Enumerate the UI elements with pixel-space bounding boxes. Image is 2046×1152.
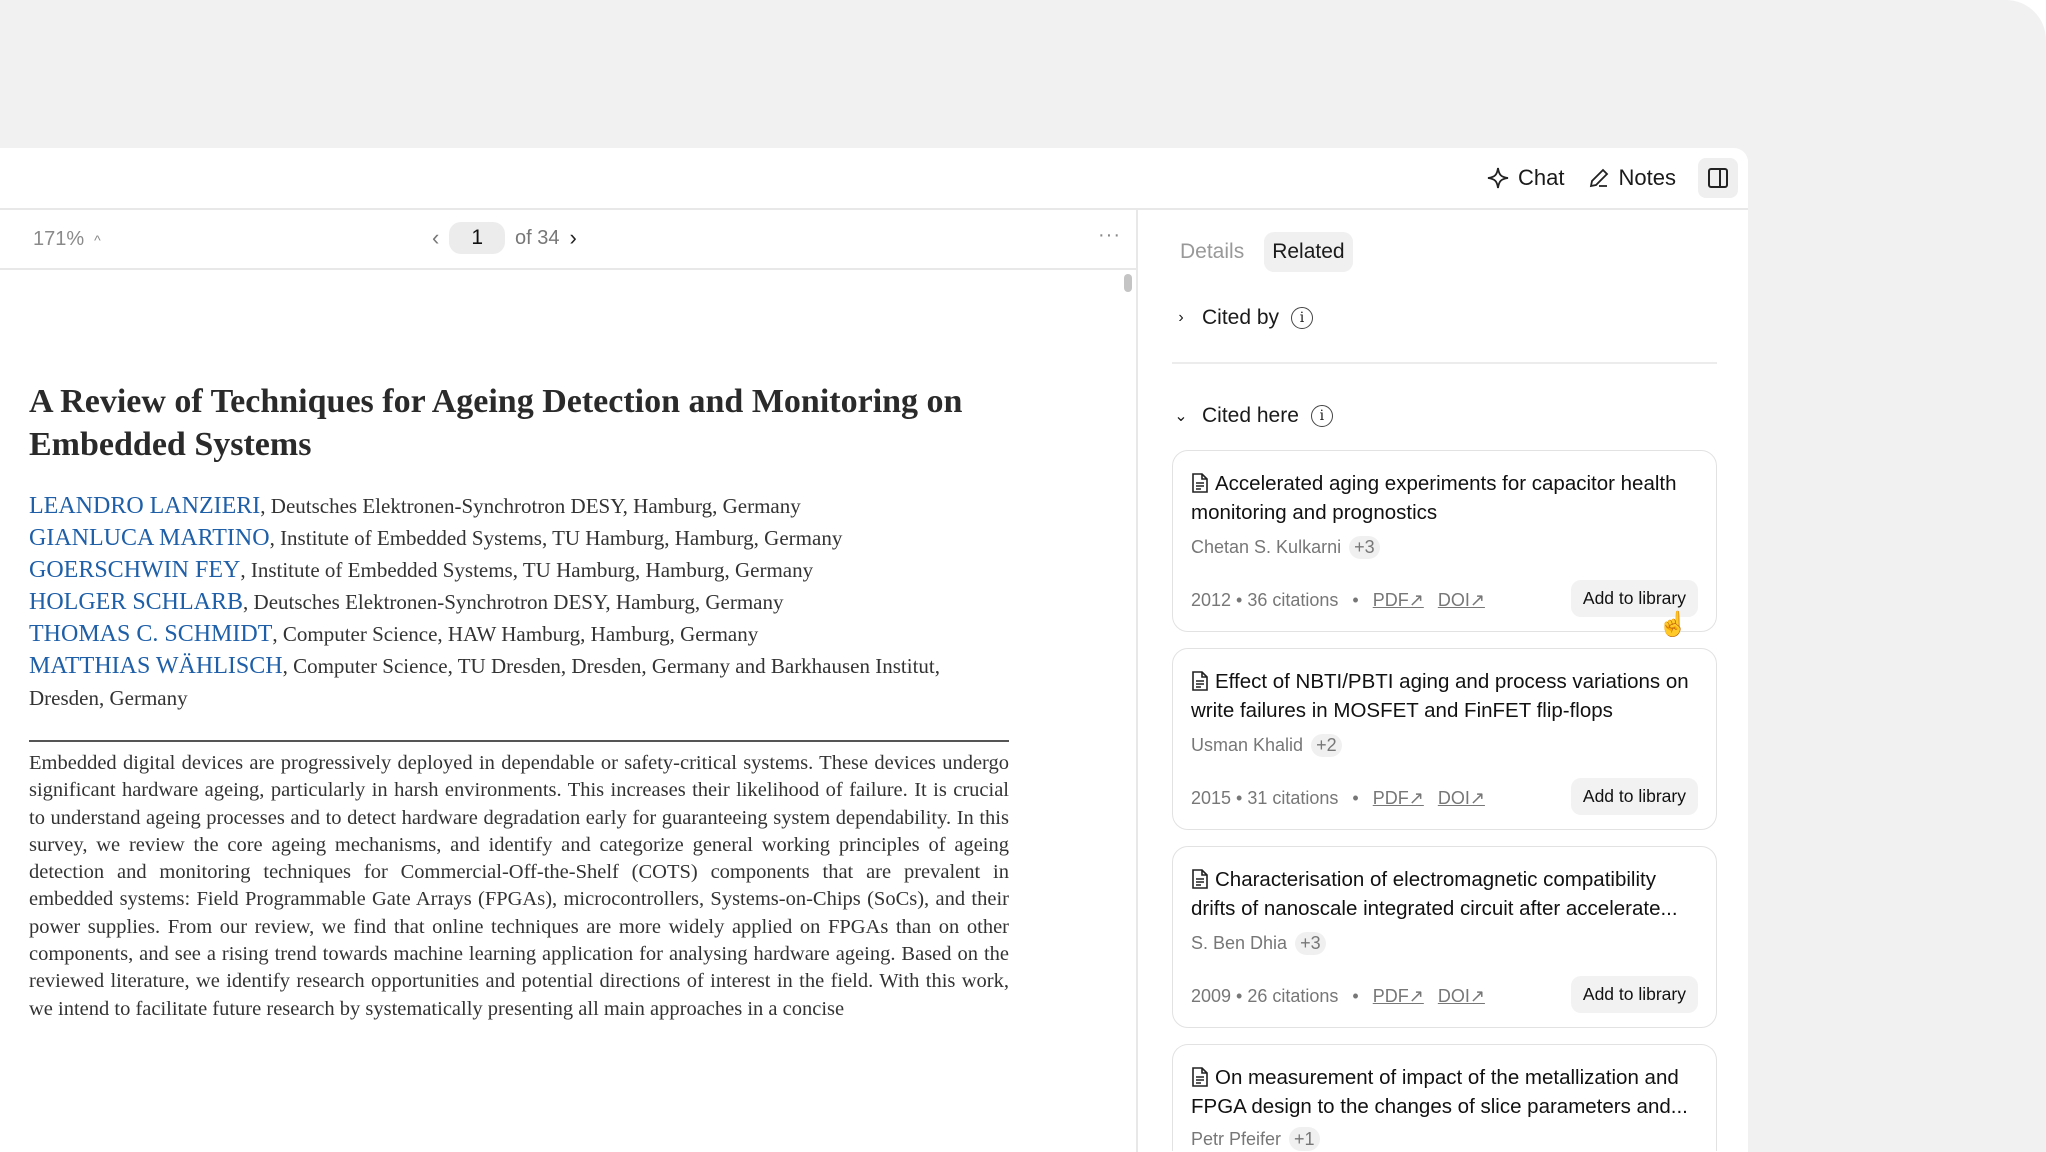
more-options-icon[interactable]: ··· <box>1098 224 1121 246</box>
zoom-level: 171% <box>33 228 85 250</box>
tab-details[interactable]: Details <box>1180 240 1245 263</box>
paper-title: A Review of Techniques for Ageing Detection and Monitoring on Embedded Systems <box>29 383 963 463</box>
citation-title[interactable]: Accelerated aging experiments for capacitor health monitoring and prognostics <box>1191 472 1677 524</box>
sidebar <box>1140 210 1748 1151</box>
doi-link[interactable]: DOI↗ <box>1437 788 1485 808</box>
document-icon <box>1191 869 1209 889</box>
info-icon[interactable]: i <box>1311 405 1333 427</box>
toggle-sidebar-button[interactable] <box>1698 158 1738 198</box>
author-name[interactable]: THOMAS C. SCHMIDT <box>29 621 273 647</box>
cited-by-section-toggle[interactable] <box>1172 298 1717 338</box>
author-entry <box>29 554 1009 586</box>
author-entry <box>29 618 1009 650</box>
author-affiliation: , Deutsches Elektronen-Synchrotron DESY, Hamburg, Germany <box>260 494 801 518</box>
author-affiliation: , Computer Science, HAW Hamburg, Hamburg, Germany <box>272 622 759 646</box>
abstract: Embedded digital devices are progressively deployed in dependable or safety-critical systems. These devices undergo significant hardware ageing, particularly in harsh environments. This increases their likelihood of failure. It is crucial to understand ageing processes and to detect hardware degradation early for guaranteeing system dependability. In this survey, we review the core ageing mechanisms, and identify and categorize general working principles of ageing detection and monitoring techniques for Commercial-Off-the-Shelf (COTS) components that are prevalent in embedded systems: Field Programmable Gate Arrays (FPGAs), microcontrollers, Systems-on-Chips (SoCs), and their power supplies. From our review, we find that online techniques are more widely applied on FPGAs than on other components, and see a rising trend towards machine learning application for analysing hardware ageing. Based on the reviewed literature, we identify research opportunities and potential directions of interest in the field. With this work, we intend to facilitate future research by systematically presenting all main approaches in a concise <box>29 752 1009 1020</box>
separator-dot: • <box>1352 788 1359 808</box>
citation-title[interactable]: Characterisation of electromagnetic compatibility drifts of nanoscale integrated circuit after accelerate... <box>1191 868 1678 920</box>
document-icon <box>1191 671 1209 691</box>
citation-authors <box>1191 932 1698 955</box>
author-name[interactable]: GOERSCHWIN FEY <box>29 557 241 583</box>
hand-cursor-icon: ☝ <box>1658 611 1688 638</box>
author-name[interactable]: LEANDRO LANZIERI <box>29 493 261 519</box>
citation-card[interactable] <box>1172 648 1717 830</box>
page-navigation <box>432 222 577 254</box>
author-entry <box>29 586 1009 618</box>
pdf-page <box>29 330 1009 1023</box>
citation-year: 2015 <box>1191 788 1232 808</box>
app-window <box>0 148 1748 1152</box>
divider <box>1172 362 1717 364</box>
citation-card[interactable] <box>1172 846 1717 1028</box>
author-name[interactable]: GIANLUCA MARTINO <box>29 525 270 551</box>
more-authors-badge[interactable]: +2 <box>1311 734 1342 757</box>
more-authors-badge[interactable]: +3 <box>1349 536 1380 559</box>
more-authors-badge[interactable]: +3 <box>1295 932 1326 955</box>
author-entry <box>29 490 1009 522</box>
citation-list <box>1172 450 1717 1151</box>
citation-authors <box>1191 734 1698 757</box>
doi-link[interactable]: DOI↗ <box>1437 590 1485 610</box>
top-bar <box>0 148 1748 210</box>
citation-title-row <box>1191 667 1698 725</box>
cited-here-label: Cited here <box>1202 404 1299 427</box>
citation-title-row <box>1191 469 1698 527</box>
pdf-link[interactable]: PDF↗ <box>1372 590 1424 610</box>
chevron-down-icon: ⌄ <box>1174 408 1188 425</box>
citation-card[interactable] <box>1172 1044 1717 1151</box>
sidebar-tabs <box>1172 232 1717 272</box>
pdf-link[interactable]: PDF↗ <box>1372 986 1424 1006</box>
page-total: of 34 <box>515 226 560 249</box>
viewer-toolbar <box>0 210 1136 270</box>
cited-by-label: Cited by <box>1202 306 1280 329</box>
notes-label: Notes <box>1618 165 1676 190</box>
author-affiliation: , Institute of Embedded Systems, TU Hamburg, Hamburg, Germany <box>269 526 843 550</box>
citation-first-author: S. Ben Dhia <box>1191 933 1288 953</box>
author-affiliation: , Computer Science, TU Dresden, Dresden, Germany and Barkhausen Institut, Dresden, Germany <box>29 654 941 710</box>
author-entry <box>29 650 1009 714</box>
prev-page-icon[interactable]: ‹ <box>432 225 440 250</box>
doi-link[interactable]: DOI↗ <box>1437 986 1485 1006</box>
info-icon[interactable]: i <box>1291 307 1313 329</box>
cited-here-section-toggle[interactable] <box>1172 396 1717 436</box>
author-name[interactable]: HOLGER SCHLARB <box>29 589 244 615</box>
citation-title-row <box>1191 865 1698 923</box>
citation-year-count: 2012 • 36 citations <box>1191 590 1339 610</box>
separator-dot: • <box>1352 986 1359 1006</box>
author-list <box>29 490 1009 714</box>
zoom-control[interactable] <box>33 228 101 251</box>
citation-year: 2012 <box>1191 590 1232 610</box>
citation-year: 2009 <box>1191 986 1232 1006</box>
add-to-library-button[interactable]: Add to library <box>1571 976 1698 1013</box>
citation-first-author: Petr Pfeifer <box>1191 1129 1282 1149</box>
citation-count: 31 citations <box>1247 788 1339 808</box>
chevron-up-icon: ^ <box>94 231 101 248</box>
tab-related[interactable]: Related <box>1264 232 1352 272</box>
citation-first-author: Usman Khalid <box>1191 735 1304 755</box>
citation-meta <box>1191 788 1485 809</box>
separator-dot: • <box>1352 590 1359 610</box>
citation-authors <box>1191 536 1698 559</box>
chevron-right-icon: › <box>1178 309 1184 326</box>
sparkle-icon <box>1486 166 1510 190</box>
author-entry <box>29 522 1009 554</box>
more-authors-badge[interactable]: +1 <box>1289 1127 1320 1151</box>
divider <box>29 740 1009 742</box>
author-affiliation: , Deutsches Elektronen-Synchrotron DESY, Hamburg, Germany <box>243 590 784 614</box>
citation-meta <box>1191 986 1485 1007</box>
chat-label: Chat <box>1518 165 1565 190</box>
scrollbar[interactable] <box>1124 274 1132 292</box>
pencil-icon <box>1587 166 1611 190</box>
citation-title[interactable]: On measurement of impact of the metallization and FPGA design to the changes of slice parameters and... <box>1191 1066 1688 1118</box>
citation-card[interactable] <box>1172 450 1717 638</box>
citation-title[interactable]: Effect of NBTI/PBTI aging and process variations on write failures in MOSFET and FinFET flip-flops <box>1191 670 1689 722</box>
next-page-icon[interactable]: › <box>569 225 577 250</box>
chat-button[interactable] <box>1486 165 1564 191</box>
sidebar-panel-icon <box>1707 167 1729 189</box>
citation-count: 26 citations <box>1247 986 1339 1006</box>
pdf-viewer <box>0 210 1138 1152</box>
document-icon <box>1191 1067 1209 1087</box>
citation-title-row <box>1191 1063 1698 1121</box>
add-to-library-button[interactable]: Add to library <box>1571 778 1698 815</box>
document-icon <box>1191 473 1209 493</box>
citation-authors <box>1191 1127 1698 1151</box>
author-name[interactable]: MATTHIAS WÄHLISCH <box>29 653 283 679</box>
citation-count: 36 citations <box>1247 590 1339 610</box>
pdf-link[interactable]: PDF↗ <box>1372 788 1424 808</box>
citation-meta <box>1191 590 1485 611</box>
notes-button[interactable] <box>1587 165 1676 191</box>
author-affiliation: , Institute of Embedded Systems, TU Hamburg, Hamburg, Germany <box>240 558 814 582</box>
citation-year-count: 2015 • 31 citations <box>1191 788 1339 808</box>
add-to-library-button[interactable]: Add to library <box>1571 580 1698 617</box>
citation-first-author: Chetan S. Kulkarni <box>1191 537 1342 557</box>
page-number-input[interactable]: 1 <box>449 222 505 254</box>
citation-year-count: 2009 • 26 citations <box>1191 986 1339 1006</box>
